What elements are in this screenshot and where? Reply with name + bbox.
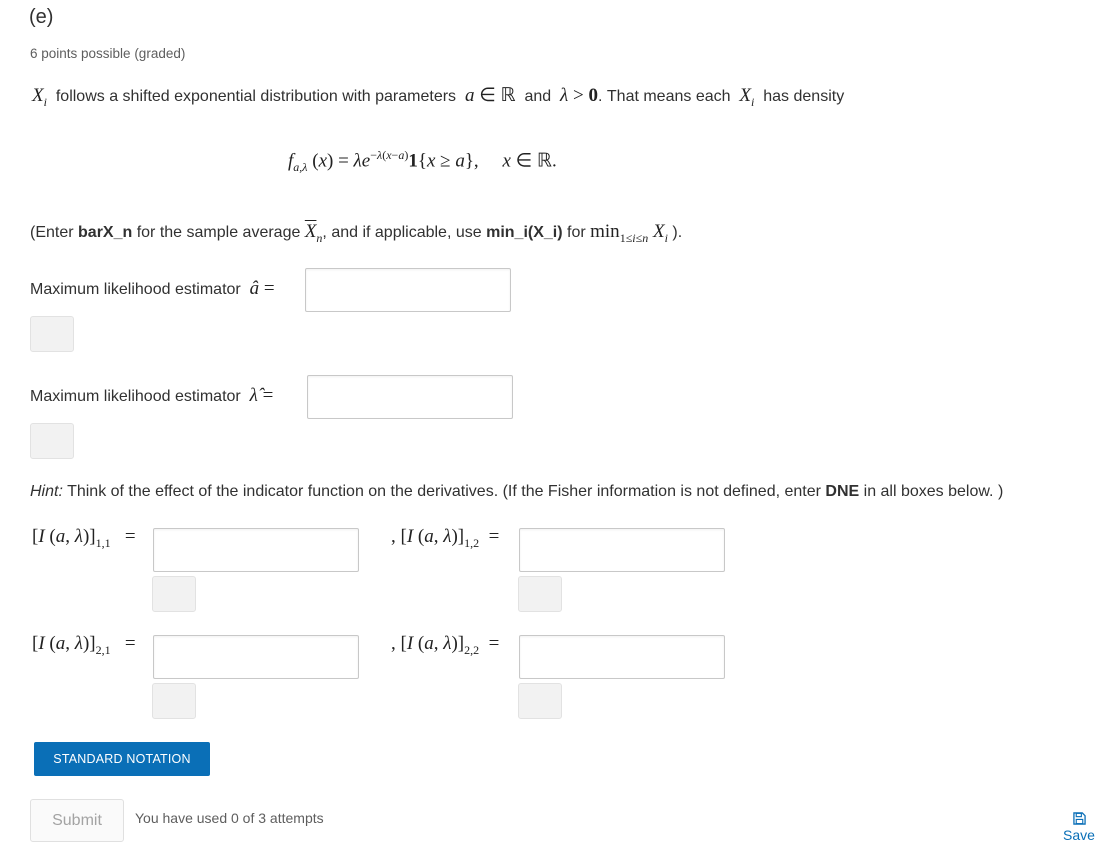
fisher-22-status	[518, 683, 562, 719]
fisher-11-status	[152, 576, 196, 612]
instr-text-3: , and if applicable, use	[322, 224, 487, 241]
intro-text-2: and	[524, 88, 552, 105]
entry-instructions	[30, 221, 682, 246]
standard-notation-button[interactable]: STANDARD NOTATION	[34, 742, 210, 776]
fisher-11-input[interactable]	[153, 528, 359, 572]
intro-text	[32, 84, 844, 110]
lambda-hat-label-text: Maximum likelihood estimator	[30, 388, 241, 405]
a-hat-input[interactable]	[305, 268, 511, 312]
problem-heading: (e)	[29, 6, 54, 28]
fisher-12-label: , [I (a, $\lambda)]_{1,2}$ =	[391, 526, 500, 550]
instr-text-1: (Enter	[30, 224, 79, 241]
lambda-hat-status	[30, 423, 74, 459]
a-hat-status	[30, 316, 74, 352]
math-xbar-n: $\overline{X}_n$	[304, 221, 323, 245]
math-min-xi: $\min_{1\le i\le n} X_i$	[590, 221, 668, 245]
fisher-21-input[interactable]	[153, 635, 359, 679]
instr-text-2: for the sample average	[132, 224, 305, 241]
instr-text-5: ).	[667, 224, 683, 241]
hint-body-1: Think of the effect of the indicator function on the derivatives. (If the Fisher information is not defined, enter	[62, 483, 826, 500]
math-a-hat: â =	[249, 278, 275, 299]
submit-button[interactable]: Submit	[30, 799, 124, 842]
math-lambda-hat: λ̂ =	[249, 385, 274, 406]
fisher-12-status	[518, 576, 562, 612]
points-possible: 6 points possible (graded)	[30, 46, 186, 61]
math-xi-2: $X_i$	[739, 85, 755, 109]
lambda-hat-input[interactable]	[307, 375, 513, 419]
math-a-in-r: a ∈ ℝ	[464, 85, 516, 106]
floppy-disk-icon	[1058, 812, 1100, 825]
a-hat-label-text: Maximum likelihood estimator	[30, 281, 241, 298]
hint-bold: DNE	[825, 483, 860, 500]
attempts-status: You have used 0 of 3 attempts	[135, 810, 324, 826]
fisher-22-input[interactable]	[519, 635, 725, 679]
hint-body-2: in all boxes below. )	[859, 483, 1004, 500]
intro-text-1: follows a shifted exponential distribution with parameters	[55, 88, 457, 105]
instr-bold-2: min_i(X_i)	[486, 224, 563, 241]
fisher-22-label: , [I (a, $\lambda)]_{2,2}$ =	[391, 633, 500, 657]
intro-text-3: . That means each	[598, 88, 731, 105]
hint-label: Hint:	[30, 483, 63, 500]
hint-text	[30, 483, 1003, 501]
fisher-11-label: [I (a, $\lambda)]_{1,1}$ =	[32, 526, 136, 550]
fisher-21-status	[152, 683, 196, 719]
lambda-hat-label	[30, 385, 273, 407]
math-xi: $X_i$	[32, 85, 47, 109]
instr-text-4: for	[562, 224, 591, 241]
fisher-12-input[interactable]	[519, 528, 725, 572]
fisher-21-label: [I (a, $\lambda)]_{2,1}$ =	[32, 633, 136, 657]
instr-bold-1: barX_n	[78, 224, 133, 241]
save-label: Save	[1063, 827, 1095, 843]
math-lambda-gt-0: λ > 0	[560, 85, 598, 106]
save-button[interactable]	[1058, 812, 1100, 843]
density-formula: $f_{a,\lambda}$ $(x) = \lambda e^{-\lambda(x-a)}1\{x \ge a\}$, x ∈ ℝ.	[288, 148, 557, 175]
a-hat-label	[30, 278, 275, 300]
intro-text-4: has density	[763, 88, 845, 105]
